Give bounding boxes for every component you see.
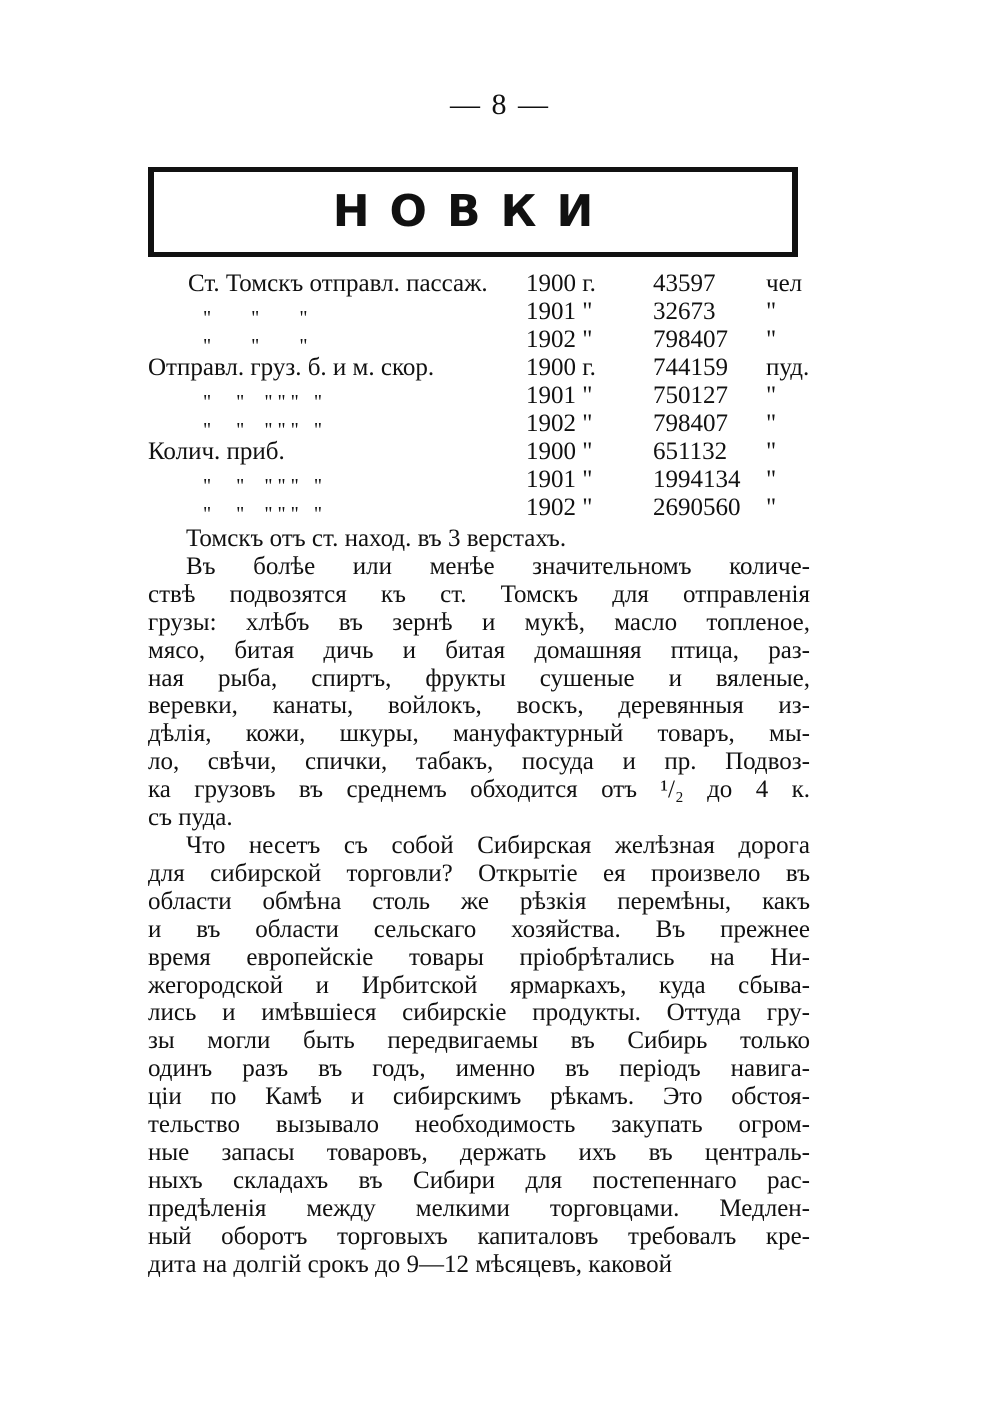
stats-unit: " bbox=[766, 326, 777, 353]
text-line: тельство вызывало необходимость закупать огром- bbox=[148, 1111, 810, 1139]
text-line: ный оборотъ торговыхъ капиталовъ требовалъ кре- bbox=[148, 1222, 810, 1250]
stats-label: Колич. приб. bbox=[148, 438, 285, 465]
stats-unit: " bbox=[766, 494, 777, 521]
stats-unit: " bbox=[766, 382, 777, 409]
text-line: зы могли быть передвигаемы въ Сибирь только bbox=[148, 1027, 810, 1055]
stats-unit: " bbox=[766, 466, 777, 493]
text-line: ныхъ складахъ въ Сибири для постепеннаго рас- bbox=[148, 1166, 810, 1194]
stats-year: 1900 г. bbox=[526, 354, 596, 381]
stats-year: 1900 г. bbox=[526, 270, 596, 297]
section-title: НОВКИ bbox=[332, 186, 614, 237]
text-line: и въ области сельскаго хозяйства. Въ прежнее bbox=[148, 915, 810, 943]
stats-year: 1902 " bbox=[526, 326, 593, 353]
stats-value: 32673 bbox=[653, 298, 716, 325]
stats-label: Ст. Томскъ отправл. пассаж. bbox=[188, 270, 488, 297]
text-line: дита на долгій срокъ до 9—12 мѣсяцевъ, каковой bbox=[148, 1250, 673, 1278]
stats-label: " " " bbox=[203, 335, 308, 357]
text-line: Въ болѣе или менѣе значительномъ количе- bbox=[186, 552, 810, 580]
stats-row bbox=[148, 494, 810, 525]
stats-unit: " bbox=[766, 298, 777, 325]
stats-value: 798407 bbox=[653, 410, 728, 437]
stats-label: " " " " " " bbox=[203, 419, 322, 441]
stats-year: 1902 " bbox=[526, 494, 593, 521]
text-line: ствѣ подвозятся къ ст. Томскъ для отправленія bbox=[148, 580, 810, 608]
stats-value: 43597 bbox=[653, 270, 716, 297]
text-line: лись и имѣвшіеся сибирскіе продукты. Оттуда гру- bbox=[148, 999, 810, 1027]
stats-value: 750127 bbox=[653, 382, 728, 409]
stats-unit: " bbox=[766, 438, 777, 465]
text-line: предѣленія между мелкими торговцами. Медлен- bbox=[148, 1194, 810, 1222]
stats-row bbox=[148, 298, 810, 329]
stats-value: 1994134 bbox=[653, 466, 741, 493]
stats-row bbox=[148, 438, 810, 466]
paragraph bbox=[148, 553, 810, 832]
stats-row bbox=[148, 354, 810, 382]
paragraph bbox=[148, 525, 810, 553]
stats-year: 1900 " bbox=[526, 438, 593, 465]
text-line: для сибирской торговли? Открытіе ея произвело въ bbox=[148, 859, 810, 887]
text-line: области обмѣна столь же рѣзкія перемѣны, какъ bbox=[148, 887, 810, 915]
text-line: съ пуда. bbox=[148, 804, 233, 832]
stats-row bbox=[148, 466, 810, 497]
text-line: ціи по Камѣ и сибирскимъ рѣкамъ. Это обстоя- bbox=[148, 1083, 810, 1111]
stats-row bbox=[148, 270, 810, 298]
stats-unit: пуд. bbox=[766, 354, 810, 381]
text-line: Томскъ отъ ст. наход. въ 3 верстахъ. bbox=[186, 525, 567, 552]
text-line: грузы: хлѣбъ въ зернѣ и мукѣ, масло топленое, bbox=[148, 608, 810, 636]
text-line: мясо, битая дичь и битая домашняя птица, раз- bbox=[148, 636, 810, 664]
stats-unit: чел bbox=[766, 270, 803, 297]
text-line: веревки, канаты, войлокъ, воскъ, деревянныя из- bbox=[148, 692, 810, 720]
stats-year: 1902 " bbox=[526, 410, 593, 437]
text-line: дѣлія, кожи, шкуры, мануфактурный товаръ, мы- bbox=[148, 720, 810, 748]
text-line: жегородской и Ирбитской ярмаркахъ, куда сбыва- bbox=[148, 971, 810, 999]
stats-label: Отправл. груз. б. и м. скор. bbox=[148, 354, 435, 381]
stats-year: 1901 " bbox=[526, 466, 593, 493]
stats-row bbox=[148, 326, 810, 357]
stats-value: 2690560 bbox=[653, 494, 741, 521]
stats-value: 744159 bbox=[653, 354, 728, 381]
stats-year: 1901 " bbox=[526, 382, 593, 409]
stats-row bbox=[148, 410, 810, 441]
text-line: Что несетъ съ собой Сибирская желѣзная дорога bbox=[186, 831, 810, 859]
stats-label: " " " bbox=[203, 307, 308, 329]
text-line: одинъ разъ въ годъ, именно въ періодъ навига- bbox=[148, 1055, 810, 1083]
text-line: ная рыба, спиртъ, фрукты сушеные и вяленые, bbox=[148, 664, 810, 692]
statistics-table bbox=[148, 270, 810, 525]
paragraph bbox=[148, 832, 810, 1279]
stats-year: 1901 " bbox=[526, 298, 593, 325]
text-line: время европейскіе товары пріобрѣтались на Ни- bbox=[148, 943, 810, 971]
text-line: ные запасы товаровъ, держать ихъ въ централь- bbox=[148, 1138, 810, 1166]
text-line: ло, свѣчи, спички, табакъ, посуда и пр. Подвоз- bbox=[148, 748, 810, 776]
body-text bbox=[148, 525, 810, 1278]
stats-value: 798407 bbox=[653, 326, 728, 353]
stats-label: " " " " " " bbox=[203, 503, 322, 525]
text-line: ка грузовъ въ среднемъ обходится отъ ¹/₂ до 4 к. bbox=[148, 776, 810, 804]
stats-label: " " " " " " bbox=[203, 391, 322, 413]
stats-label: " " " " " " bbox=[203, 475, 322, 497]
stats-unit: " bbox=[766, 410, 777, 437]
page-number: — 8 — bbox=[450, 88, 550, 121]
stats-value: 651132 bbox=[653, 438, 728, 465]
title-frame bbox=[148, 167, 798, 257]
stats-row bbox=[148, 382, 810, 413]
